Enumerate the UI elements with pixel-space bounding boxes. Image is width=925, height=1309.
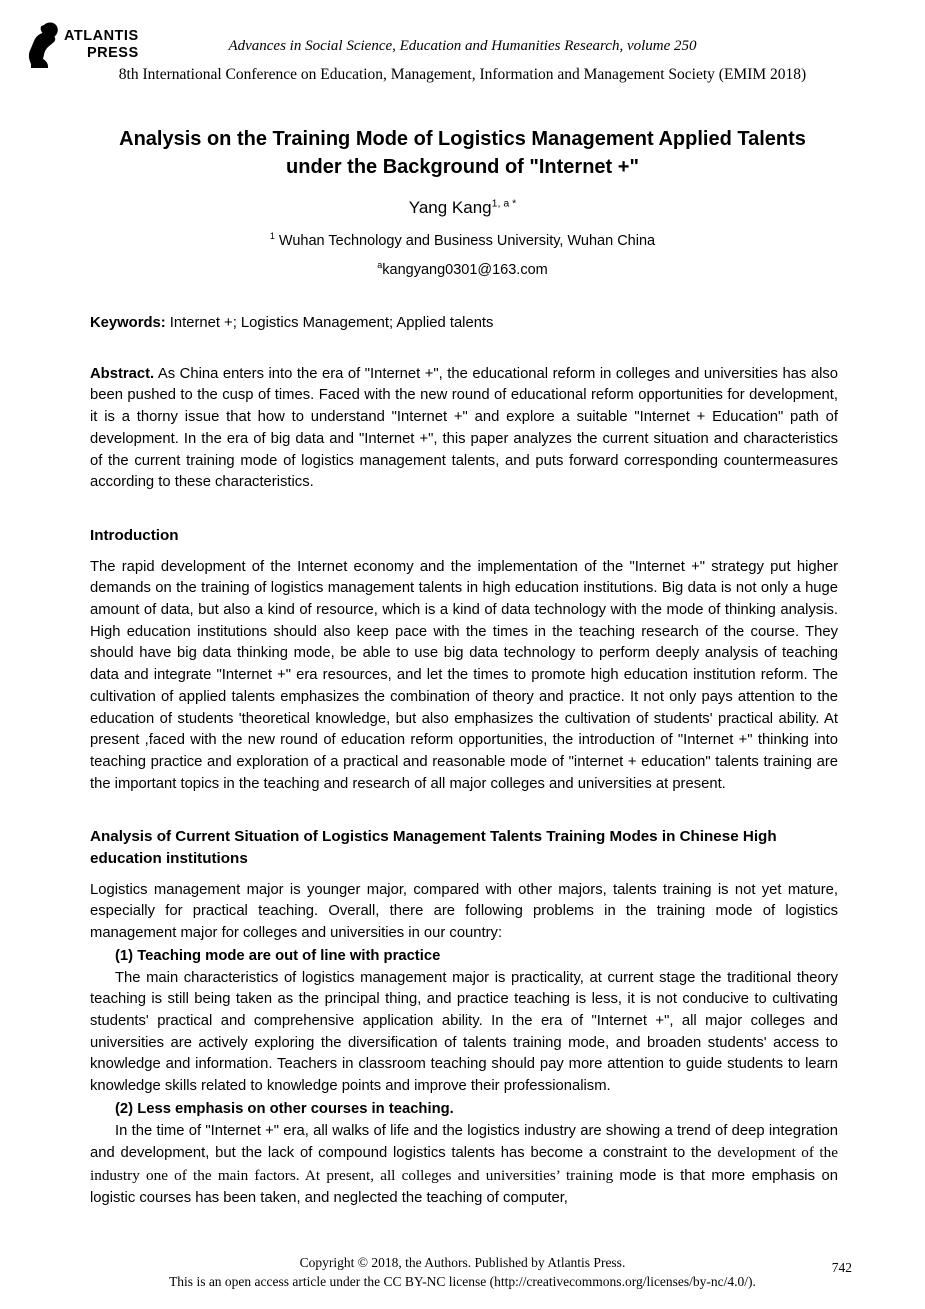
section-heading-analysis: Analysis of Current Situation of Logistics Management Talents Training Modes in Chinese High education institutions	[90, 828, 777, 868]
logo-line1: ATLANTIS	[64, 28, 139, 44]
point2-paragraph-part2-serif: development of the industry one of the main factors. At present, all colleges and universities’ training	[90, 1144, 838, 1184]
page-number: 742	[831, 1260, 852, 1275]
email-text: kangyang0301@163.com	[382, 262, 548, 278]
email-superscript: a	[377, 260, 383, 271]
point2-paragraph-part3: mode is that more emphasis on logistic courses has been taken, and neglected the teaching of computer,	[90, 1167, 838, 1206]
logo-line2: PRESS	[86, 45, 139, 61]
email-line	[0, 262, 925, 278]
page-footer	[0, 1253, 925, 1291]
abstract-text: As China enters into the era of "Internet +", the educational reform in colleges and universities has also been pushed to the cusp of times. Faced with the new round of educational reform opportunities for development, it is a thorny issue that how to understand "Internet +" and explore a suitable "Internet + Education" path of development. In the era of big data and "Internet +", this paper analyzes the current situation and characteristics of the current training mode of logistics management talents, and puts forward corresponding countermeasures according to these characteristics.	[90, 365, 838, 491]
keywords-label: Keywords:	[90, 315, 166, 331]
section-heading-introduction: Introduction	[90, 526, 179, 544]
author-line	[0, 198, 925, 218]
thinker-icon	[27, 22, 59, 68]
paper-title-line1: Analysis on the Training Mode of Logistics Management Applied Talents	[119, 128, 806, 150]
affiliation-text: Wuhan Technology and Business University, Wuhan China	[274, 233, 656, 249]
point1-heading: (1) Teaching mode are out of line with practice	[115, 947, 441, 964]
footer-copyright: Copyright © 2018, the Authors. Published by Atlantis Press.	[299, 1255, 626, 1270]
keywords-line	[90, 313, 838, 335]
abstract-label: Abstract.	[90, 365, 155, 382]
analysis-intro-paragraph: Logistics management major is younger major, compared with other majors, talents training is not yet mature, especially for practical teaching. Overall, there are following problems in the training mode of logistics management major for colleges and universities in our country:	[90, 881, 838, 942]
affiliation-line	[0, 233, 925, 249]
author-name: Yang Kang	[408, 198, 492, 217]
affiliation-superscript: 1	[269, 231, 275, 242]
paper-title	[0, 125, 925, 181]
point2-heading: (2) Less emphasis on other courses in teaching.	[115, 1100, 454, 1117]
point1-paragraph: The main characteristics of logistics management major is practicality, at current stage the traditional theory teaching is still being taken as the principal thing, and practice teaching is less, it is not conducive to cultivating students' practical and comprehensive application ability. In the era of "Internet +", all major colleges and universities are actively exploring the diversification of talents training mode, and broaden students' access to knowledge and information. Teachers in classroom teaching should pay more attention to guide students to learn knowledge skills related to knowledge points and improve their professionalism.	[90, 969, 838, 1095]
conference-line: 8th International Conference on Education, Management, Information and Management Society (EMIM 2018)	[118, 66, 807, 83]
abstract-paragraph	[90, 364, 838, 494]
paper-body	[0, 313, 925, 1209]
keywords-text: Internet +; Logistics Management; Applied talents	[165, 315, 494, 331]
atlantis-press-logo	[27, 22, 139, 68]
journal-series-line: Advances in Social Science, Education and Humanities Research, volume 250	[228, 38, 697, 54]
paper-title-line2: under the Background of "Internet +"	[286, 156, 639, 178]
author-superscript: 1, a *	[491, 197, 517, 210]
point2-paragraph-part1: In the time of "Internet +" era, all walks of life and the logistics industry are showing a trend of deep integration and development, but the lack of compound logistics talents has become a constraint to the	[90, 1122, 838, 1162]
logo-wordmark	[64, 22, 139, 62]
point2-paragraph	[90, 1121, 838, 1210]
introduction-paragraph: The rapid development of the Internet economy and the implementation of the "Internet +" strategy put higher demands on the training of logistics management talents in high education institutions. Big data is not only a huge amount of data, but also a kind of resource, which is a kind of data technology with the mode of thinking analysis. High education institutions should also keep pace with the times in the teaching research of the course. They should have big data thinking mode, be able to use big data technology to perform deeply analysis of teaching data and integrate "Internet +" era resources, and let the times to promote high education institution reform. The cultivation of applied talents emphasizes the combination of theory and practice. It not only pays attention to the education of students 'theoretical knowledge, but also emphasizes the cultivation of students' practical ability. At present ,faced with the new round of education reform opportunities, the introduction of "Internet +" thinking into teaching practice and exploration of a practical and reasonable mode of "internet + education" talents training are the important topics in the teaching and research of all major colleges and universities at present.	[90, 558, 838, 792]
footer-license: This is an open access article under the CC BY-NC license (http://creativecommons.org/licenses/by-nc/4.0/).	[169, 1274, 756, 1289]
